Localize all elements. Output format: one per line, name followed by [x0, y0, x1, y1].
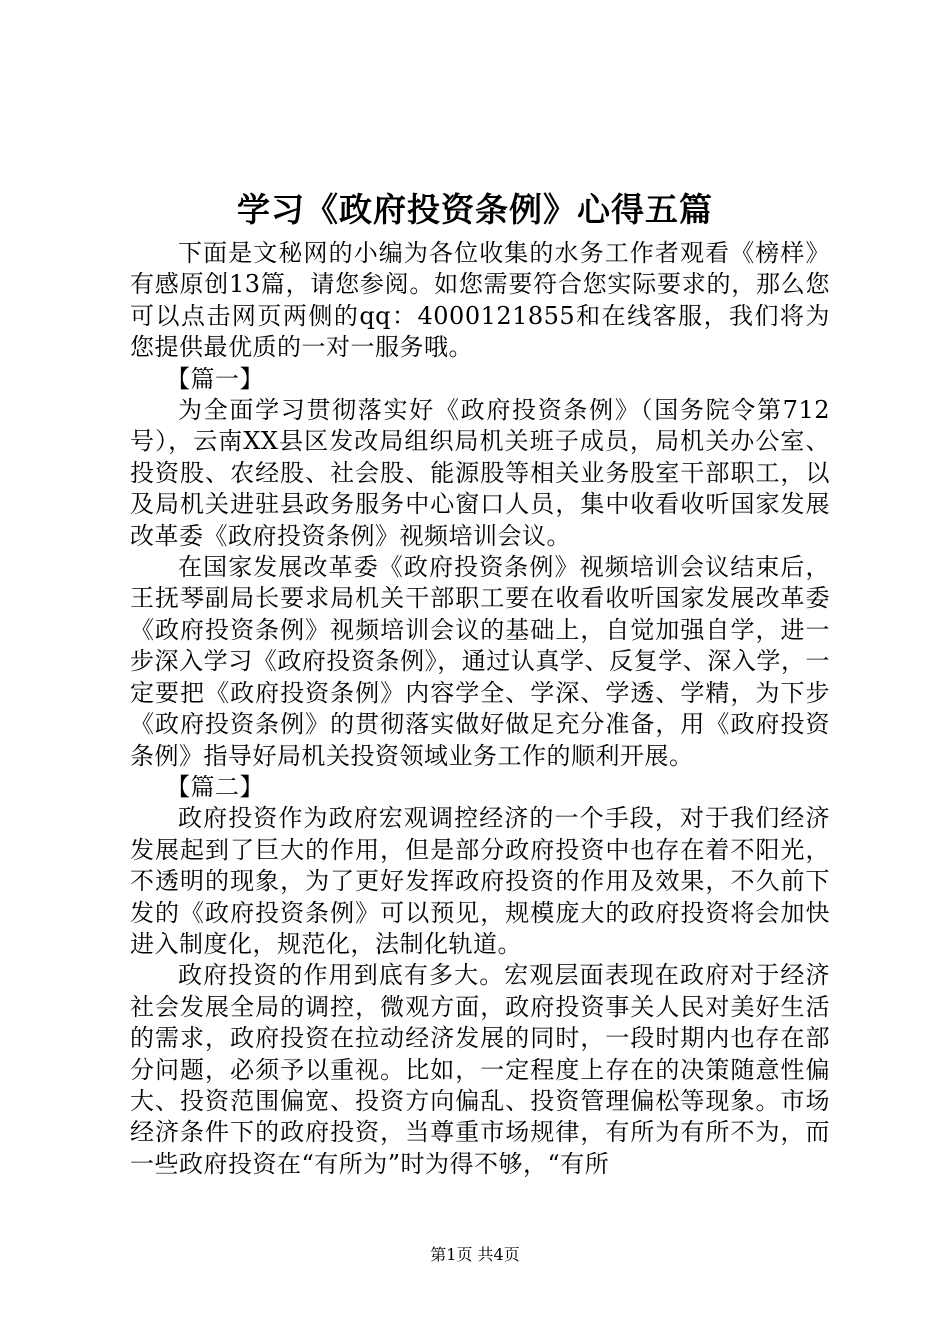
paragraph: 为全面学习贯彻落实好《政府投资条例》（国务院令第712号），云南XX县区发改局组织局机关班子成员，局机关办公室、投资股、农经股、社会股、能源股等相关业务股室干部职工，以及局机关进驻县政务服务中心窗口人员，集中收看收听国家发展改革委《政府投资条例》视频培训会议。: [130, 396, 830, 550]
document-body: [130, 238, 830, 1180]
section-heading-1: 【篇一】: [166, 364, 264, 393]
intro-paragraph: 下面是文秘网的小编为各位收集的水务工作者观看《榜样》有感原创13篇，请您参阅。如您需要符合您实际要求的，那么您可以点击网页两侧的qq：4000121855和在线客服，我们将为您提供最优质的一对一服务哦。: [130, 239, 830, 362]
document-title: 学习《政府投资条例》心得五篇: [237, 190, 713, 229]
section-heading-2: 【篇二】: [166, 772, 264, 801]
paragraph: 政府投资作为政府宏观调控经济的一个手段，对于我们经济发展起到了巨大的作用，但是部分政府投资中也存在着不阳光，不透明的现象，为了更好发挥政府投资的作用及效果，不久前下发的《政府投资条例》可以预见，规模庞大的政府投资将会加快进入制度化，规范化，法制化轨道。: [130, 804, 830, 958]
paragraph: 在国家发展改革委《政府投资条例》视频培训会议结束后，王抚琴副局长要求局机关干部职工要在收看收听国家发展改革委《政府投资条例》视频培训会议的基础上，自觉加强自学，进一步深入学习《政府投资条例》，通过认真学、反复学、深入学，一定要把《政府投资条例》内容学全、学深、学透、学精，为下步《政府投资条例》的贯彻落实做好做足充分准备，用《政府投资条例》指导好局机关投资领域业务工作的顺利开展。: [130, 553, 830, 770]
paragraph: 政府投资的作用到底有多大。宏观层面表现在政府对于经济社会发展全局的调控，微观方面，政府投资事关人民对美好生活的需求，政府投资在拉动经济发展的同时，一段时期内也存在部分问题，必须予以重视。比如，一定程度上存在的决策随意性偏大、投资范围偏宽、投资方向偏乱、投资管理偏松等现象。市场经济条件下的政府投资，当尊重市场规律，有所为有所不为，而一些政府投资在“有所为”时为得不够，“有所: [130, 961, 830, 1178]
page-footer: 第1页 共4页: [430, 1245, 520, 1264]
